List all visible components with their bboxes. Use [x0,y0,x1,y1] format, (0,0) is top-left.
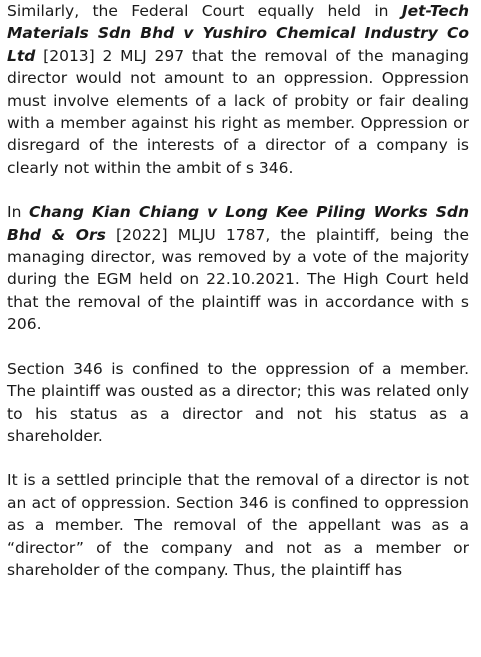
paragraph-jet-tech [7,0,469,179]
paragraph-text: In [7,203,29,222]
paragraph-gap [7,336,469,358]
paragraph-section-346 [7,358,469,448]
paragraph-text: Similarly, the Federal Court equally held in [7,2,402,20]
paragraph-text: [2013] 2 MLJ 297 that the removal of the managing director would not amount to an oppression. Oppression must involve elements of a lack of probity or fair dealing with a member against his right as member. Oppression or disregard of the interests of a director of a company is clearly not within the ambit of s 346. [7,46,469,177]
paragraph-text: Section 346 is confined to the oppression of a member. The plaintiff was ousted as a director; this was related only to his status as a director and not his status as a shareholder. [7,359,469,445]
paragraph-settled-principle [7,469,469,581]
paragraph-chang-kian-chiang [7,201,469,335]
paragraph-gap [7,179,469,201]
case-citation: Chang Kian Chiang v Long Kee Piling Works Sdn Bhd & Ors [7,203,469,244]
case-citation: Jet-Tech Materials Sdn Bhd v Yushiro Chemical Industry Co Ltd [7,2,469,65]
paragraph-gap [7,447,469,469]
paragraph-text: [2022] MLJU 1787, the plaintiff, being the managing director, was removed by a vote of the majority during the EGM held on 22.10.2021. The High Court held that the removal of the plaintiff was in accordance with s 206. [7,225,469,334]
paragraph-text: It is a settled principle that the removal of a director is not an act of oppression. Section 346 is confined to oppression as a member. The removal of the appellant was as a “director” of the company and not as a member or shareholder of the company. Thus, the plaintiff has [7,471,469,579]
document-body [7,0,469,581]
